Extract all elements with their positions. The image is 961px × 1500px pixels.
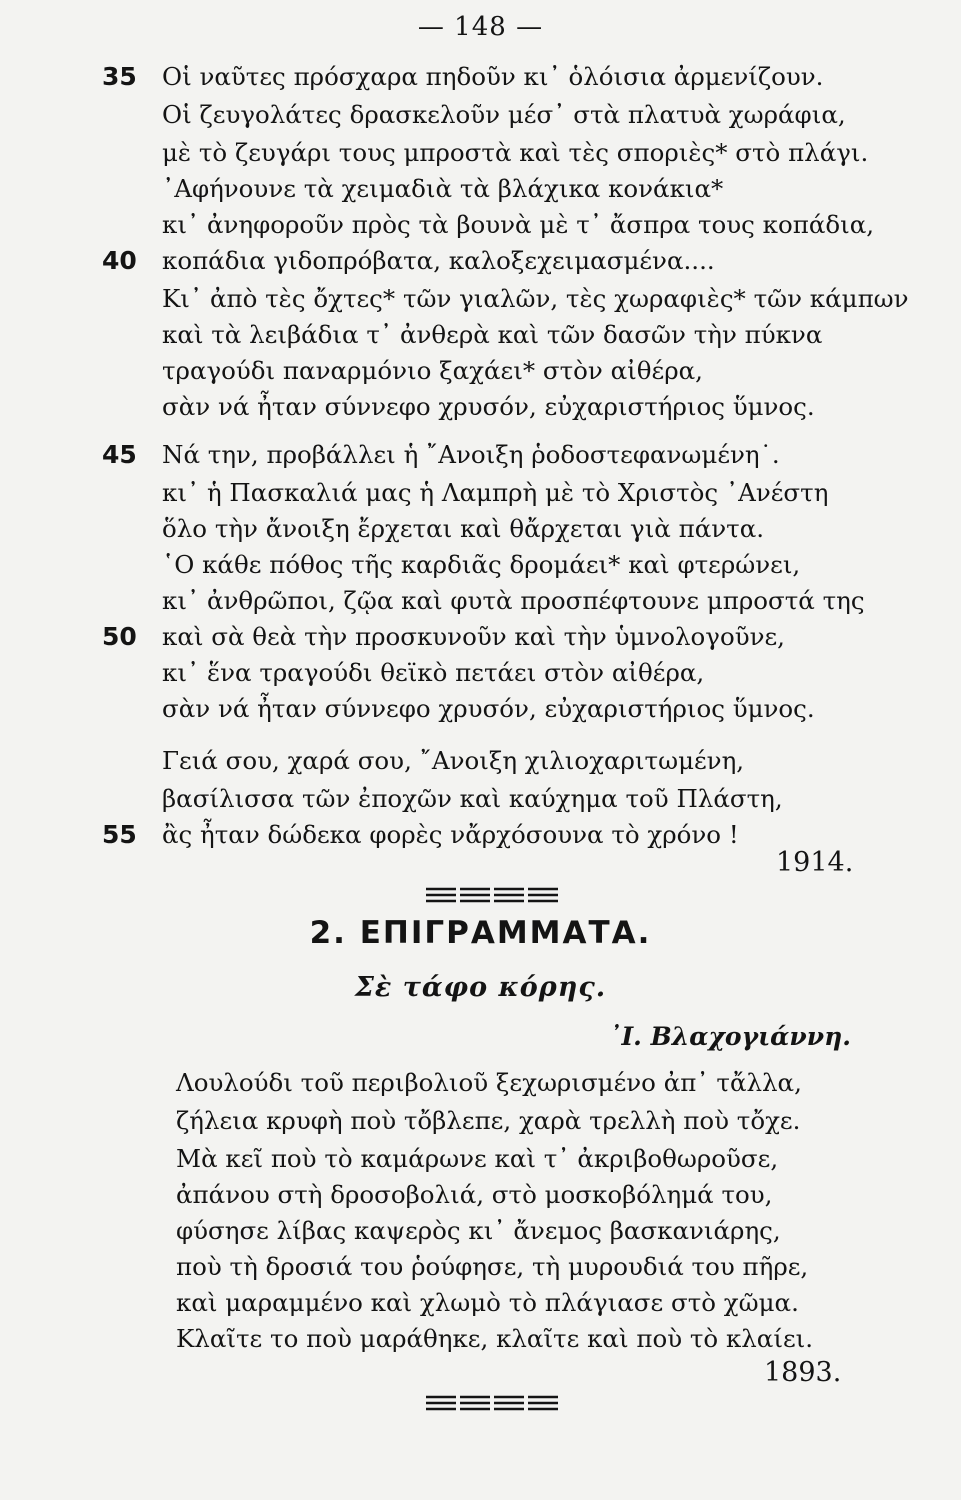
- poem-line: ῾Ο κάθε πόθος τῆς καρδιᾶς δρομάει* καὶ φτερώνει,: [162, 550, 801, 579]
- epigram-line: φύσησε λίβας καψερὸς κι᾿ ἄνεμος βασκανιάρης,: [176, 1216, 781, 1245]
- author-name: ᾿Ι. Βλαχογιάννη.: [608, 1022, 851, 1051]
- poem-line: Οἱ ζευγολάτες δρασκελοῦν μέσ᾿ στὰ πλατυὰ χωράφια,: [162, 100, 846, 129]
- poem-line: καὶ σὰ θεὰ τὴν προσκυνοῦν καὶ τὴν ὑμνολογοῦνε,: [162, 622, 785, 651]
- poem-line: σὰν νά ἦταν σύννεφο χρυσόν, εὐχαριστήριος ὕμνος.: [162, 694, 815, 723]
- poem-line: τραγούδι παναρμόνιο ξαχάει* στὸν αἰθέρα,: [162, 356, 703, 385]
- line-number: 55: [102, 820, 137, 849]
- section-title: 2. ΕΠΙΓΡΑΜΜΑΤΑ.: [309, 915, 652, 951]
- poem-line: κι᾿ ἀνηφοροῦν πρὸς τὰ βουνὰ μὲ τ᾿ ἄσπρα τους κοπάδια,: [162, 210, 875, 239]
- poem-line: κοπάδια γιδοπρόβατα, καλοξεχειμασμένα....: [162, 246, 715, 275]
- poem-line: κι᾿ ἡ Πασκαλιά μας ἡ Λαμπρὴ μὲ τὸ Χριστὸς ᾿Ανέστη: [162, 478, 829, 507]
- poem-line: κι᾿ ἀνθρῶποι, ζῷα καὶ φυτὰ προσπέφτουνε μπροστά της: [162, 586, 865, 615]
- poem-line: ἂς ἦταν δώδεκα φορὲς νἄρχόσουνα τὸ χρόνο !: [162, 820, 739, 849]
- poem-line: ᾿Αφήνουνε τὰ χειμαδιὰ τὰ βλάχικα κονάκια*: [162, 174, 724, 203]
- poem-line: ὅλο τὴν ἄνοιξη ἔρχεται καὶ θἄρχεται γιὰ πάντα.: [162, 514, 765, 543]
- epigram-line: Μὰ κεῖ ποὺ τὸ καμάρωνε καὶ τ᾿ ἀκριβοθωροῦσε,: [176, 1144, 779, 1173]
- line-number: 35: [102, 62, 137, 91]
- epigram-line: Λουλούδι τοῦ περιβολιοῦ ξεχωρισμένο ἀπ᾿ τἄλλα,: [176, 1068, 802, 1097]
- poem-line: Οἱ ναῦτες πρόσχαρα πηδοῦν κι᾿ ὁλόισια ἀρμενίζουν.: [162, 62, 824, 91]
- ornament-divider-icon: [424, 884, 560, 906]
- poem-line: καὶ τὰ λειβάδια τ᾿ ἀνθερὰ καὶ τῶν δασῶν τὴν πύκνα: [162, 320, 823, 349]
- epigram-line: ζήλεια κρυφὴ ποὺ τὄβλεπε, χαρὰ τρελλὴ ποὺ τὄχε.: [176, 1106, 801, 1135]
- epigram-line: Κλαῖτε το ποὺ μαράθηκε, κλαῖτε καὶ ποὺ τὸ κλαίει.: [176, 1324, 814, 1353]
- epigram-date: 1893.: [764, 1357, 842, 1388]
- poem-line: βασίλισσα τῶν ἐποχῶν καὶ καύχημα τοῦ Πλάστη,: [162, 784, 783, 813]
- line-number: 40: [102, 246, 137, 275]
- poem-line: Νά την, προβάλλει ἡ ῎Ανοιξη ῥοδοστεφανωμένη˙.: [162, 440, 780, 469]
- line-number: 45: [102, 440, 137, 469]
- poem-line: Γειά σου, χαρά σου, ῎Ανοιξη χιλιοχαριτωμένη,: [162, 746, 745, 775]
- page-number: — 148 —: [417, 12, 544, 42]
- epigram-line: ἀπάνου στὴ δροσοβολιά, στὸ μοσκοβόλημά του,: [176, 1180, 773, 1209]
- poem-title: Σὲ τάφο κόρης.: [354, 972, 607, 1003]
- epigram-line: ποὺ τὴ δροσιά του ῥούφησε, τὴ μυρουδιά του πῆρε,: [176, 1252, 809, 1281]
- epigram-line: καὶ μαραμμένο καὶ χλωμὸ τὸ πλάγιασε στὸ χῶμα.: [176, 1288, 799, 1317]
- poem-line: Κι᾿ ἀπὸ τὲς ὄχτες* τῶν γιαλῶν, τὲς χωραφιὲς* τῶν κάμπων: [162, 284, 909, 313]
- line-number: 50: [102, 622, 137, 651]
- poem-line: κι᾿ ἕνα τραγούδι θεϊκὸ πετάει στὸν αἰθέρα,: [162, 658, 705, 687]
- poem-line: μὲ τὸ ζευγάρι τους μπροστὰ καὶ τὲς σποριὲς* στὸ πλάγι.: [162, 138, 869, 167]
- poem-line: σὰν νά ἦταν σύννεφο χρυσόν, εὐχαριστήριος ὕμνος.: [162, 392, 815, 421]
- ornament-divider-icon: [424, 1392, 560, 1414]
- poem-date: 1914.: [776, 847, 854, 878]
